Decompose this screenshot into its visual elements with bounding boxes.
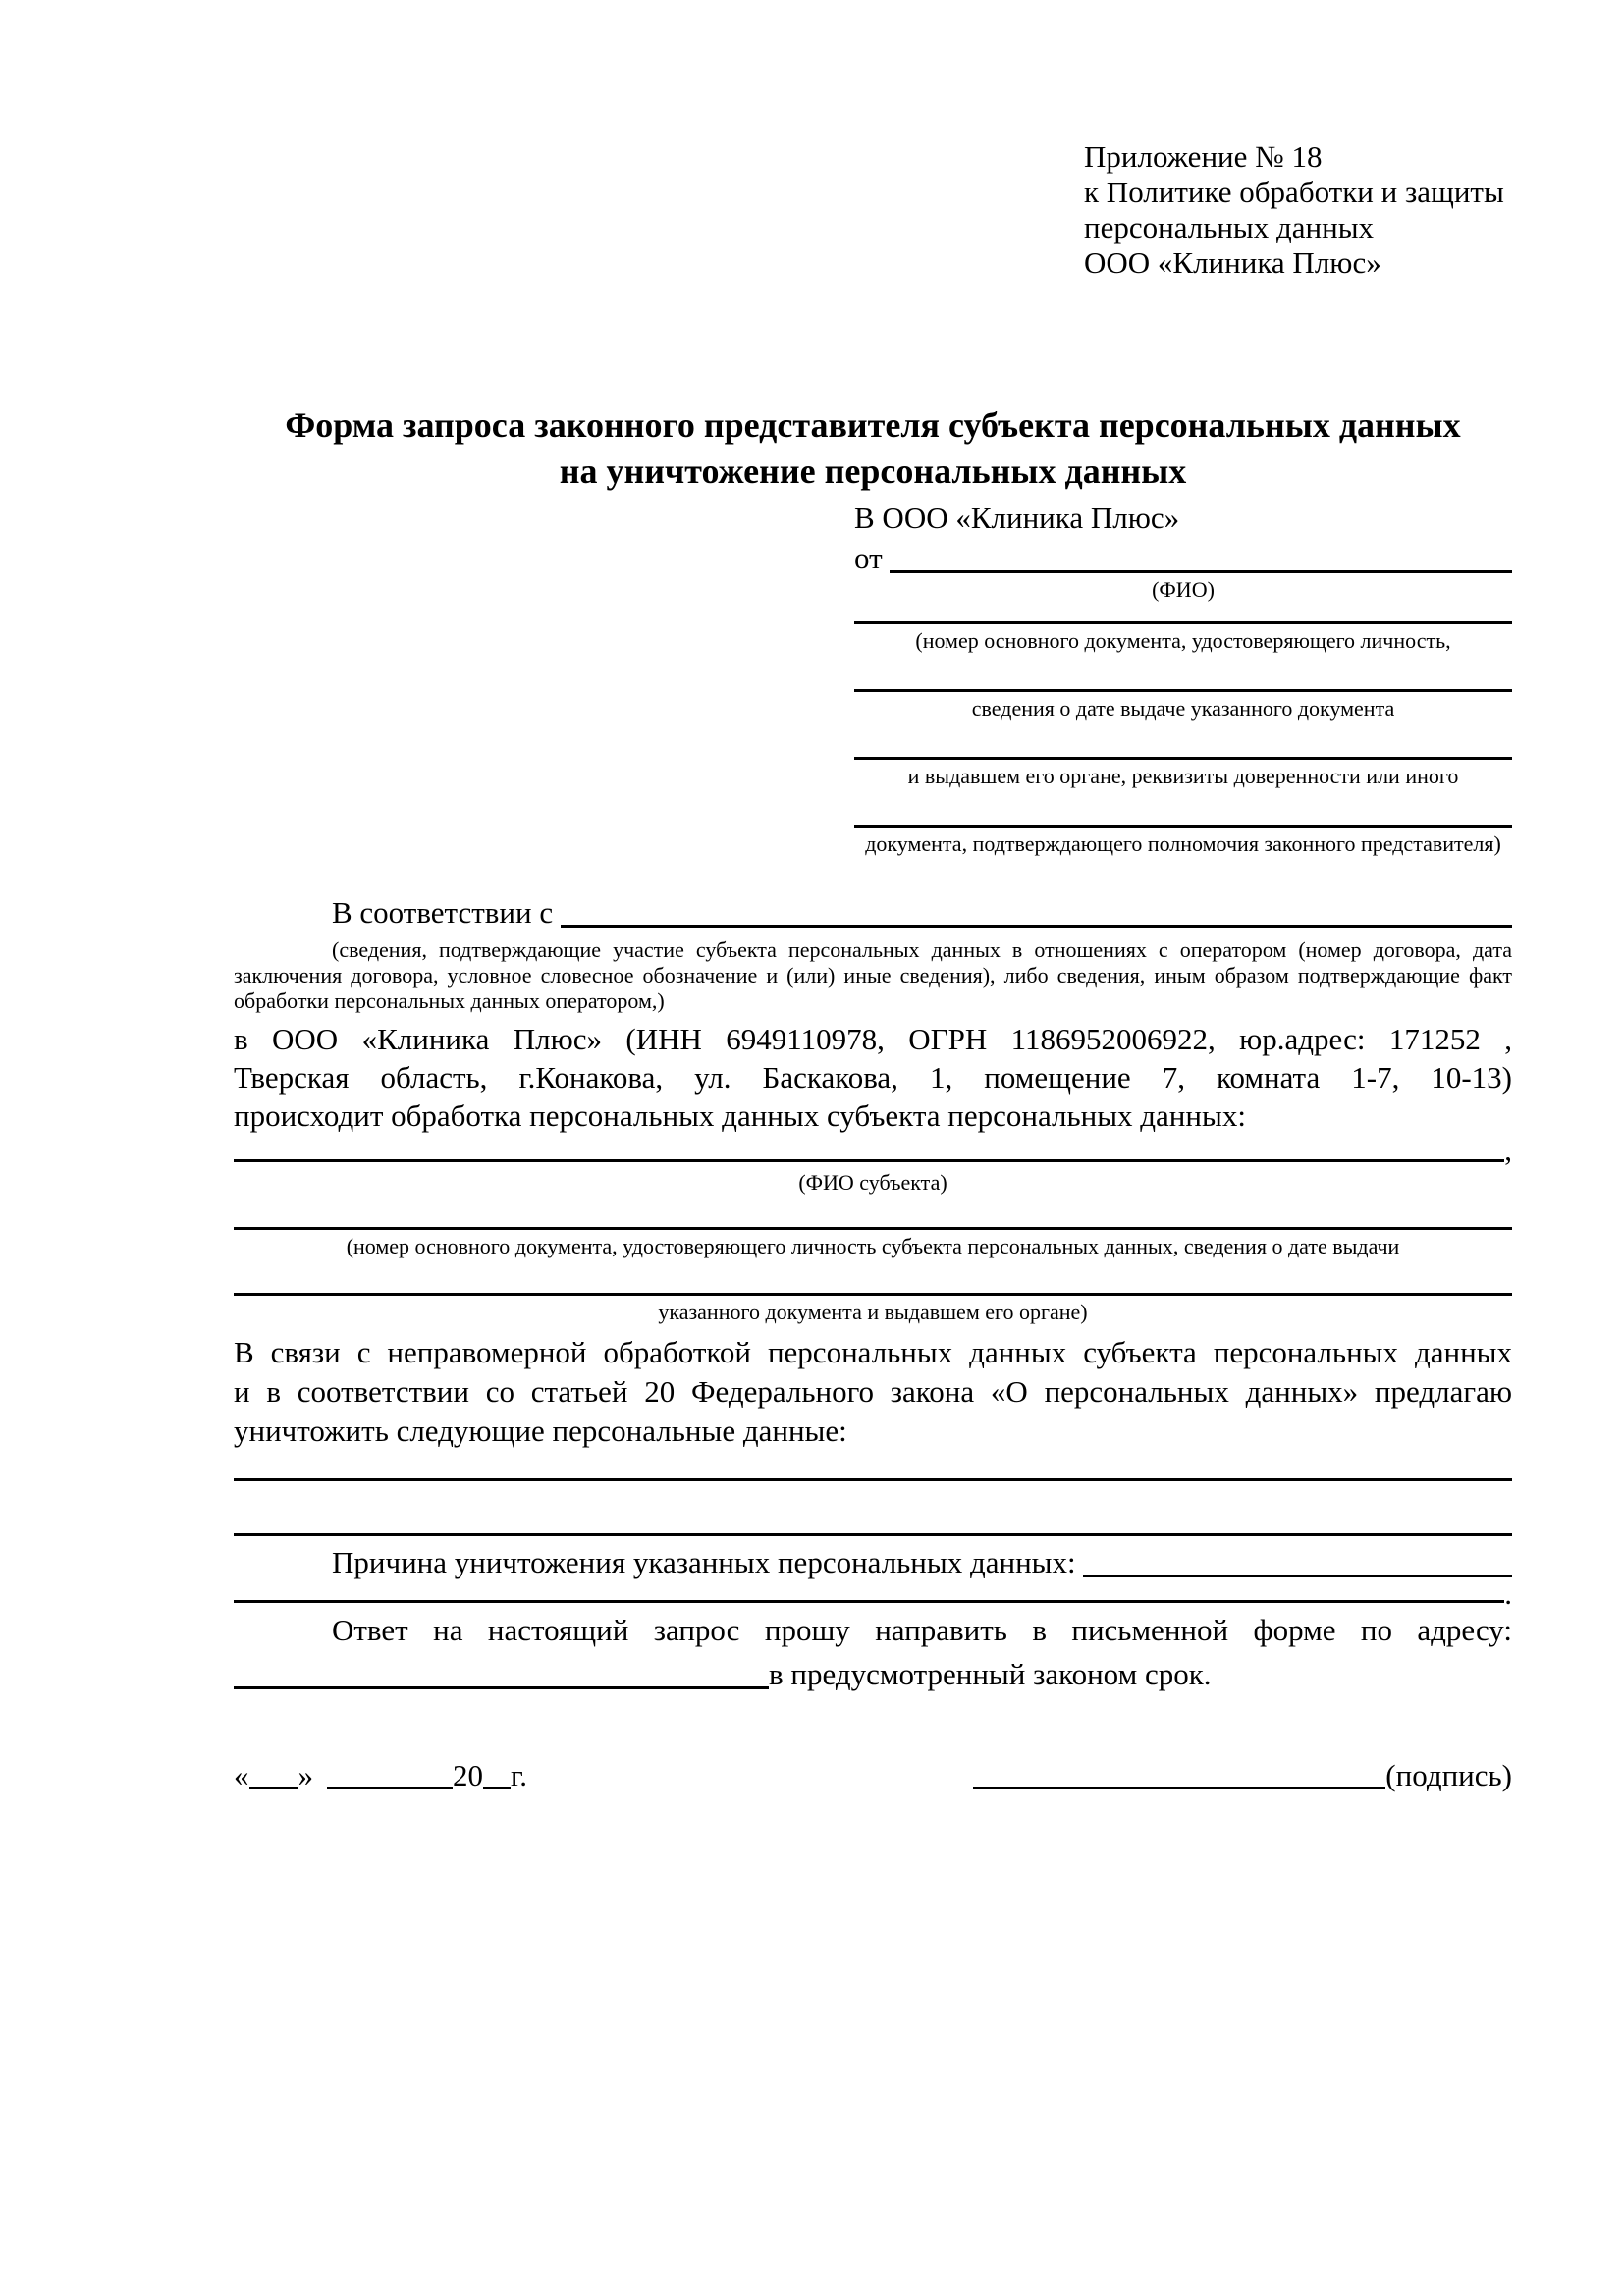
subject-doc-row-2 [234,1293,1512,1325]
reason-label: Причина уничтожения указанных персональных данных: [332,1545,1084,1579]
appendix-policy-line2: персональных данных [1084,210,1375,244]
note-line-1: (сведения, подтверждающие участие субъекта персональных данных в отношениях с оператором (номер договора, дата [332,937,1512,962]
address-blank-line [234,1686,769,1689]
accordance-blank-line [561,925,1512,928]
request-line-1: В связи с неправомерной обработкой персональных данных субъекта персональных данных [234,1335,1512,1369]
appendix-policy-line: к Политике обработки и защиты [1084,175,1504,209]
form-title [234,402,1512,495]
doc-caption-2: сведения о дате выдаче указанного документа [971,696,1395,721]
operator-paragraph [234,1020,1512,1135]
date-year-suffix: г. [511,1758,527,1792]
form-title-line2: на уничтожение персональных данных [559,452,1187,491]
date-year-blank [483,1787,511,1789]
answer-line: Ответ на настоящий запрос прошу направить в письменной форме по адресу: [332,1613,1512,1647]
signature-field [973,1754,1512,1793]
reason-period: . [1504,1576,1512,1611]
appendix-org: ООО «Клиника Плюс» [1084,245,1381,280]
doc-blank-row-3 [854,757,1512,789]
doc-blank-row-1 [854,621,1512,654]
appendix-number: Приложение № 18 [1084,139,1323,174]
from-row [854,538,1512,577]
subject-fio-caption: (ФИО субъекта) [798,1170,947,1195]
doc-caption-3: и выдавшем его органе, реквизиты доверенности или иного [907,764,1459,788]
request-line-3: уничтожить следующие персональные данные: [234,1414,847,1448]
reason-row [234,1542,1512,1581]
accordance-row [234,892,1512,932]
data-blank-line-2 [234,1533,1512,1536]
date-signature-row [234,1754,1512,1793]
doc-blank-line-1 [854,621,1512,624]
reason-blank-line-2 [234,1600,1504,1603]
subject-doc-caption-1: (номер основного документа, удостоверяющего личность субъекта персональных данных, сведения о дате выдачи [346,1234,1400,1258]
doc-blank-row-4 [854,825,1512,857]
answer-tail: в предусмотренный законом срок. [769,1657,1212,1691]
reason-continuation-row [234,1576,1512,1611]
date-month-blank [327,1787,453,1789]
addressee-block [854,499,1512,857]
data-blank-line-1 [234,1478,1512,1481]
appendix-header [1084,139,1512,281]
date-field [234,1754,527,1793]
date-year-prefix: 20 [453,1758,483,1792]
subject-fio-row [234,1135,1512,1166]
doc-blank-line-4 [854,825,1512,828]
date-day-blank [249,1787,298,1789]
reason-blank-line [1083,1575,1512,1577]
operator-line-3: происходит обработка персональных данных субъекта персональных данных: [234,1098,1246,1133]
note-line-2: заключения договора, условное словесное обозначение и (или) иные сведения), либо сведения, иным образом подтверждающие факт [234,963,1512,988]
subject-fio-comma: , [1504,1133,1512,1167]
signature-blank-line [973,1787,1385,1789]
addressee-org: В ООО «Клиника Плюс» [854,501,1180,535]
subject-doc-blank-line-2 [234,1293,1512,1296]
note-line-3: обработки персональных данных оператором,) [234,988,665,1013]
operator-line-2: Тверская область, г.Конакова, ул. Баскакова, 1, помещение 7, комната 1-7, 10-13) [234,1060,1512,1095]
doc-blank-line-3 [854,757,1512,760]
accordance-note [234,937,1512,1014]
accordance-lead: В соответствии с [332,895,561,930]
operator-line-1: в ООО «Клиника Плюс» (ИНН 6949110978, ОГРН 1186952006922, юр.адрес: 171252 , [234,1022,1512,1056]
request-paragraph [234,1333,1512,1451]
date-close-quote: » [298,1758,313,1792]
form-title-line1: Форма запроса законного представителя субъекта персональных данных [285,405,1461,445]
doc-caption-4: документа, подтверждающего полномочия законного представителя) [865,831,1501,856]
fio-caption: (ФИО) [1152,577,1215,602]
doc-blank-line-2 [854,689,1512,692]
from-blank-line [890,570,1512,573]
document-content [234,0,1512,1793]
doc-blank-row-2 [854,689,1512,721]
from-label: от [854,541,891,575]
signature-caption: (подпись) [1385,1758,1512,1792]
doc-caption-1: (номер основного документа, удостоверяющего личность, [915,628,1451,653]
address-row [234,1654,1512,1693]
request-line-2: и в соответствии со статьей 20 Федерального закона «О персональных данных» предлагаю [234,1374,1512,1409]
date-open-quote: « [234,1758,249,1792]
subject-fio-blank-line [234,1159,1504,1162]
subject-doc-caption-2: указанного документа и выдавшем его органе) [658,1300,1088,1324]
subject-doc-blank-line-1 [234,1227,1512,1230]
subject-doc-row-1 [234,1227,1512,1259]
